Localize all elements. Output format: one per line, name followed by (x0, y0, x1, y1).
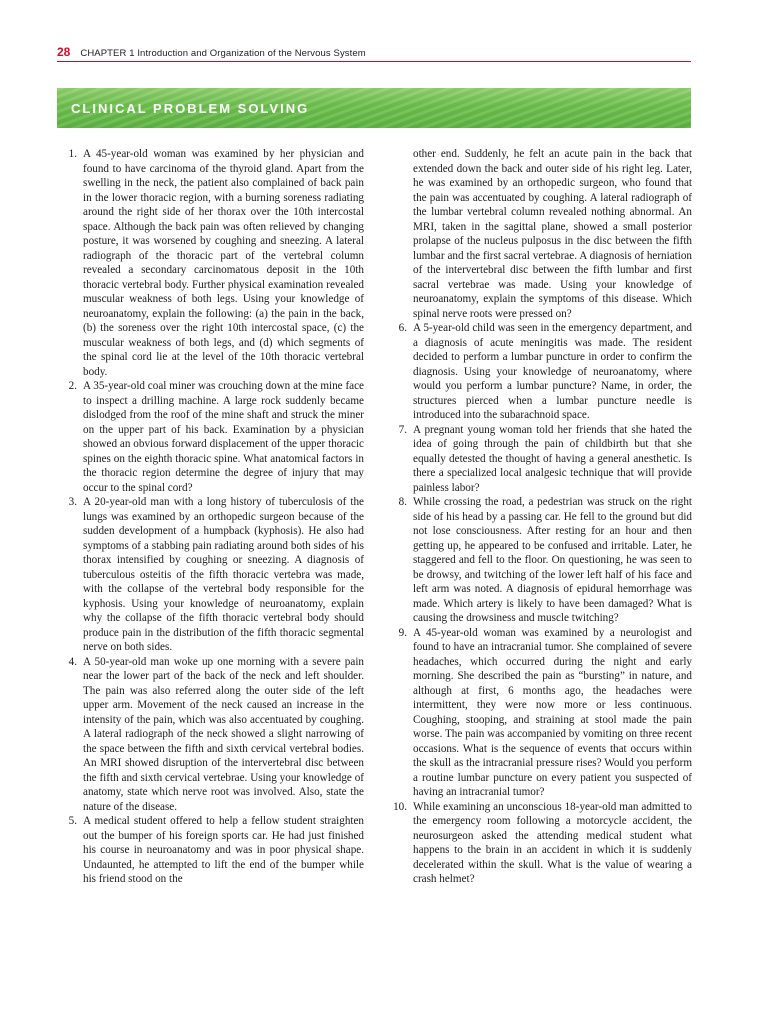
question-text: A 45-year-old woman was examined by her physician and found to have carcinoma of the thyroid gland. Apart from the swelling in the neck, the patient also complained of back pain in the lower thoracic region, with a burning soreness radiating around the right side of her thorax over the 10th intercostal space. Although the back pain was often relieved by changing posture, it was worsened by coughing and sneezing. A lateral radiograph of the thoracic part of the vertebral column revealed a secondary carcinomatous deposit in the 10th thoracic vertebral body. Further physical examination revealed muscular weakness of both legs. Using your knowledge of neuroanatomy, explain the following: (a) the pain in the back, (b) the soreness over the right 10th intercostal space, (c) the muscular weakness of both legs, and (d) which segments of the spinal cord lie at the level of the 10th thoracic vertebral body. (83, 148, 364, 378)
right-column (385, 147, 692, 887)
left-column (55, 147, 364, 887)
question-item (385, 626, 692, 800)
question-number: 8. (398, 496, 407, 508)
question-number: 10. (393, 800, 407, 813)
question-text: A 5-year-old child was seen in the emergency department, and a diagnosis of acute meningitis was made. The resident decided to perform a lumbar puncture in order to confirm the diagnosis. Using your knowledge of neuroanatomy, where would you perform a lumbar puncture? Name, in order, the structures pierced when a lumbar puncture needle is introduced into the subarachnoid space. (413, 322, 692, 421)
running-head (57, 45, 691, 59)
question-text: While crossing the road, a pedestrian was struck on the right side of his head by a passing car. He fell to the ground but did not lose consciousness. After resting for an hour and then getting up, he appeared to be confused and irritable. Later, he staggered and fell to the floor. On questioning, he was seen to be drowsy, and twitching of the lower left half of his face and left arm was noted. A diagnosis of epidural hemorrhage was made. Which artery is likely to have been damaged? What is causing the drowsiness and muscle twitching? (413, 496, 692, 624)
chapter-title: CHAPTER 1 Introduction and Organization of the Nervous System (80, 48, 366, 59)
question-number: 1. (68, 148, 77, 160)
question-text: A 50-year-old man woke up one morning with a severe pain near the lower part of the back of the neck and left shoulder. The pain was also referred along the outer side of the left upper arm. Movement of the neck caused an increase in the intensity of the pain, which was also accentuated by coughing. A lateral radiograph of the neck showed a slight narrowing of the space between the fifth and sixth cervical vertebral bodies. An MRI showed disruption of the intervertebral disc between the fifth and sixth cervical vertebrae. Using your knowledge of anatomy, state which nerve root was involved. Also, state the nature of the disease. (83, 655, 364, 813)
question-number: 2. (68, 380, 77, 392)
question-text: A 35-year-old coal miner was crouching down at the mine face to inspect a drilling machine. A large rock suddenly became dislodged from the roof of the mine shaft and struck the miner on the upper part of his back. Examination by a physician showed an obvious forward displacement of the upper thoracic spines on the eighth thoracic spine. What anatomical factors in the thoracic region determine the degree of injury that may occur to the spinal cord? (83, 380, 364, 494)
question-number: 3. (68, 496, 77, 508)
question-number: 7. (398, 423, 407, 436)
question-item (385, 800, 692, 887)
question-number: 9. (398, 626, 407, 639)
page-number: 28 (57, 45, 71, 59)
question-text: While examining an unconscious 18-year-old man admitted to the emergency room following a motorcycle accident, the neurosurgeon asked the attending medical student what happens to the brain in an accident in which it is suddenly decelerated within the skull. What is the value of wearing a crash helmet? (413, 800, 692, 885)
section-banner (57, 88, 691, 128)
question-text: A 45-year-old woman was examined by a neurologist and found to have an intracranial tumor. She complained of severe headaches, which occurred during the night and early morning. She described the pain as “bursting” in nature, and although at first, 6 months ago, the headaches were intermittent, they were now more or less continuous. Coughing, stooping, and straining at stool made the pain worse. The pain was accompanied by vomiting on three recent occasions. What is the sequence of events that occurs within the skull as the intracranial pressure rises? Would you perform a routine lumbar puncture on every patient you suspected of having an intracranial tumor? (413, 626, 692, 798)
question-continuation: other end. Suddenly, he felt an acute pain in the back that extended down the back and outer side of his right leg. Later, he was examined by an orthopedic surgeon, who found that the pain was accentuated by coughing. A lateral radiograph of the lumbar vertebral column revealed nothing abnormal. An MRI, taken in the sagittal plane, showed a small posterior prolapse of the nucleus pulposus in the disc between the fifth lumbar and the first sacral vertebrae. A diagnosis of herniation of the intervertebral disc between the fifth lumbar and first sacral vertebrae was made. Using your knowledge of neuroanatomy, explain the symptoms of this disease. Which spinal nerve roots were pressed on? (413, 148, 692, 320)
section-title: CLINICAL PROBLEM SOLVING (71, 100, 310, 116)
question-item (385, 321, 692, 423)
question-item (385, 495, 692, 626)
question-item (55, 379, 364, 495)
question-item (55, 495, 364, 655)
question-text: A pregnant young woman told her friends that she hated the idea of going through the pain of childbirth but that she equally detested the thought of having a general anesthetic. Is there a specialized local analgesic technique that will provide painless labor? (413, 423, 692, 494)
question-text: A medical student offered to help a fellow student straighten out the bumper of his foreign sports car. He had just finished his course in neuroanatomy and was in poor physical shape. Undaunted, he attempted to lift the end of the bumper while his friend stood on the (83, 815, 364, 885)
header-rule (57, 61, 691, 62)
question-item (55, 147, 364, 379)
question-number: 6. (398, 322, 407, 334)
question-item (55, 655, 364, 815)
question-text: A 20-year-old man with a long history of tuberculosis of the lungs was examined by an orthopedic surgeon because of the sudden development of a humpback (kyphosis). He also had symptoms of a stabbing pain radiating around both sides of his thorax intensified by coughing or sneezing. A diagnosis of tuberculous osteitis of the fifth thoracic vertebra was made, with the collapse of the vertebral body responsible for the kyphosis. Using your knowledge of neuroanatomy, explain why the collapse of the fifth thoracic vertebral body should produce pain in the distribution of the fifth thoracic segmental nerve on both sides. (83, 496, 364, 653)
question-item (55, 814, 364, 887)
question-number: 4. (68, 655, 77, 668)
question-item (385, 423, 692, 496)
question-number: 5. (68, 815, 77, 827)
